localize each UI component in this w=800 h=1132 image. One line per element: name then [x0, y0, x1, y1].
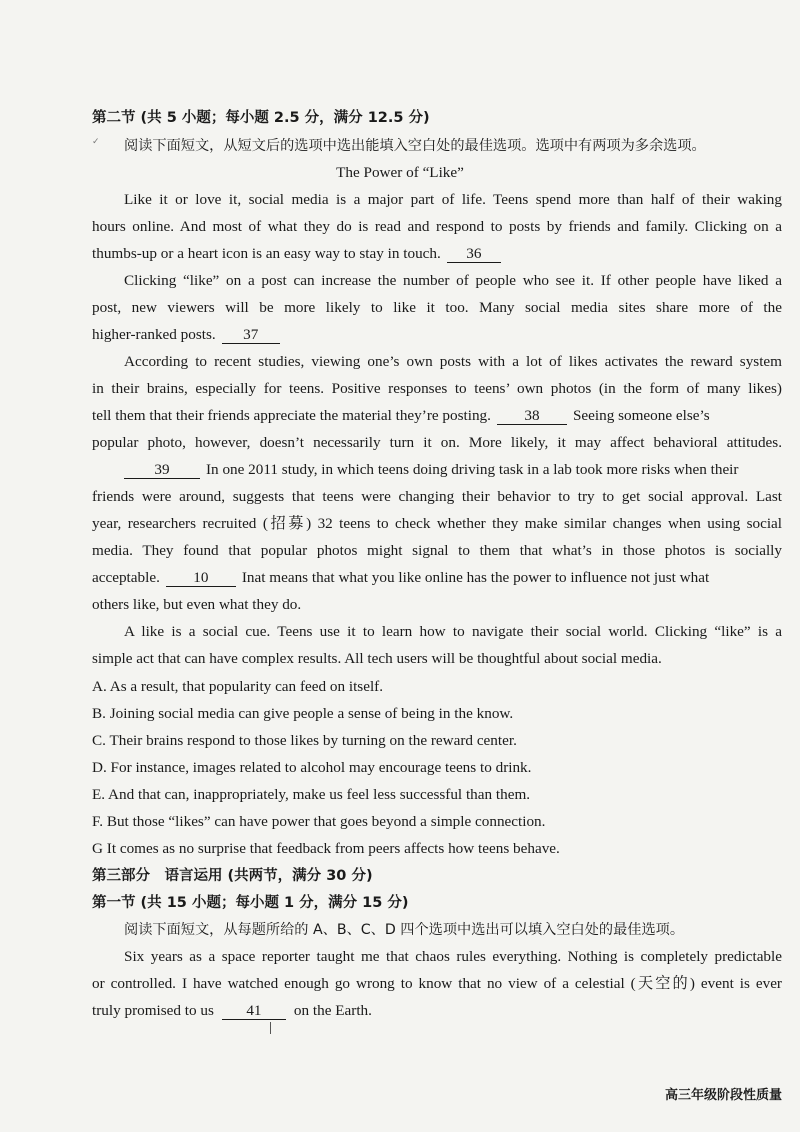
p2-line3: higher-ranked posts. 37 — [92, 325, 782, 345]
option-e: E. And that can, inappropriately, make us feel less successful than them. — [92, 786, 531, 803]
p4-line4: media. They found that popular photos might signal to them that what’s in those photos is socially — [92, 542, 782, 559]
q-passage-line3: truly promised to us 41 on the Earth. — [92, 1002, 372, 1019]
option-d: D. For instance, images related to alcohol may encourage teens to drink. — [92, 759, 532, 776]
p4-line1: 39 In one 2011 study, in which teens doing driving task in a lab took more risks when their — [124, 460, 782, 480]
p2-line1: Clicking “like” on a post can increase the number of people who see it. If other people have liked a — [124, 272, 782, 289]
p3-line4: popular photo, however, doesn’t necessarily turn it on. More likely, it may affect behavioral attitudes. — [92, 434, 782, 451]
part3-section1-header: 第一节 (共 15 小题；每小题 1 分，满分 15 分) — [92, 895, 409, 911]
option-b: B. Joining social media can give people a sense of being in the know. — [92, 705, 514, 722]
blank-38[interactable]: 38 — [497, 408, 567, 425]
p4-line5: acceptable. 10 Inat means that what you like online has the power to influence not just what — [92, 569, 710, 586]
p2-line2: post, new viewers will be more likely to like it too. Many social media sites share more of the — [92, 299, 782, 316]
q-passage-line2: or controlled. I have watched enough go wrong to know that no view of a celestial (天空的) event is ever — [92, 975, 782, 992]
p4-line3: year, researchers recruited (招募) 32 teens to check whether they make similar changes when using social — [92, 515, 782, 532]
part3-header: 第三部分 语言运用 (共两节，满分 30 分) — [92, 868, 373, 884]
p3-line2: in their brains, especially for teens. Positive responses to teens’ own photos (in the form of many likes) — [92, 380, 782, 397]
blank-40[interactable]: 10 — [166, 570, 236, 587]
p1-line1: Like it or love it, social media is a major part of life. Teens spend more than half of their waking — [124, 191, 782, 208]
p1-line2: hours online. And most of what they do is read and respond to posts by friends and family. Clicking on a — [92, 218, 782, 235]
blank-41[interactable]: 41 — [222, 1003, 286, 1020]
blank-37[interactable]: 37 — [222, 327, 280, 344]
p5-line1: A like is a social cue. Teens use it to learn how to navigate their social world. Clicking “like” is a — [124, 623, 782, 640]
pen-tick — [270, 1022, 271, 1034]
blank-36[interactable]: 36 — [447, 246, 501, 263]
passage-title: The Power of “Like” — [336, 164, 464, 181]
p3-line1: According to recent studies, viewing one’s own posts with a lot of likes activates the reward system — [124, 353, 782, 370]
p5-line2: simple act that can have complex results. All tech users will be thoughtful about social media. — [92, 650, 662, 667]
q-passage-line1: Six years as a space reporter taught me that chaos rules everything. Nothing is completely predictable — [124, 948, 782, 965]
blank-39[interactable]: 39 — [124, 462, 200, 479]
option-f: F. But those “likes” can have power that goes beyond a simple connection. — [92, 813, 546, 830]
page-footer: 高三年级阶段性质量 — [664, 1088, 782, 1103]
option-c: C. Their brains respond to those likes by turning on the reward center. — [92, 732, 517, 749]
option-g: G It comes as no surprise that feedback from peers affects how teens behave. — [92, 840, 560, 857]
p1-line3: thumbs-up or a heart icon is an easy way to stay in touch. 36 — [92, 244, 782, 264]
section2-instruction: 阅读下面短文，从短文后的选项中选出能填入空白处的最佳选项。选项中有两项为多余选项。 — [124, 138, 706, 154]
p4-line2: friends were around, suggests that teens were changing their behavior to try to get social approval. Last — [92, 488, 782, 505]
option-a: A. As a result, that popularity can feed on itself. — [92, 678, 384, 695]
p4-line6: others like, but even what they do. — [92, 596, 302, 613]
margin-mark: ✓ — [92, 136, 100, 146]
p3-line3: tell them that their friends appreciate the material they’re posting. 38 Seeing someone else’s — [92, 407, 710, 424]
section2-header: 第二节 (共 5 小题；每小题 2.5 分，满分 12.5 分) — [92, 110, 430, 126]
part3-instruction: 阅读下面短文，从每题所给的 A、B、C、D 四个选项中选出可以填入空白处的最佳选项。 — [124, 922, 685, 938]
